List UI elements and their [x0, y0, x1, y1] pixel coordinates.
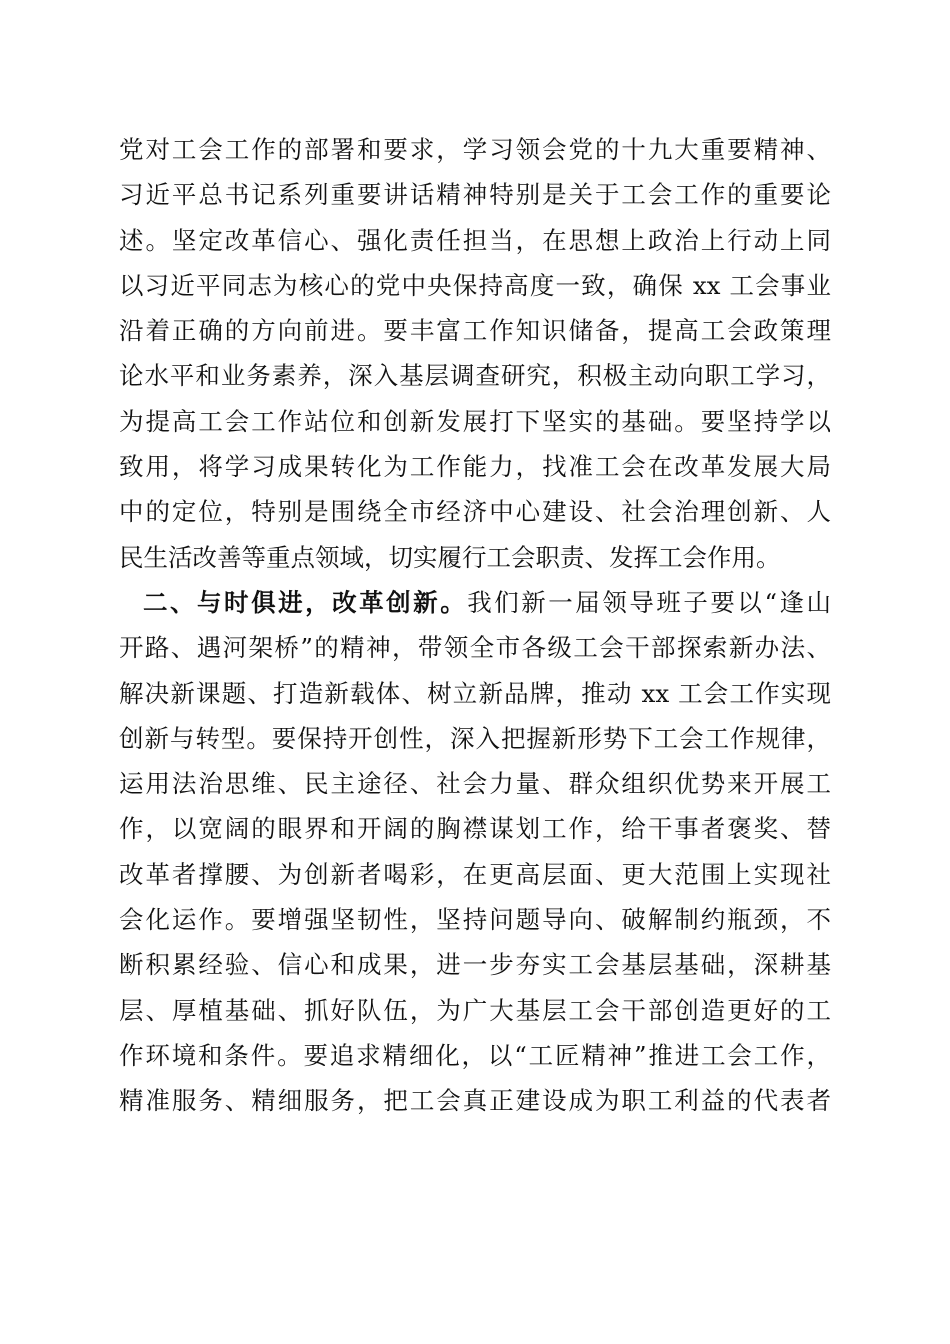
text-line: 致用，将学习成果转化为工作能力，找准工会在改革发展大局	[119, 452, 831, 482]
text-line: 党对工会工作的部署和要求，学习领会党的十九大重要精神、	[119, 135, 831, 164]
text-line: 习近平总书记系列重要讲话精神特别是关于工会工作的重要论	[119, 180, 831, 210]
text-line: 沿着正确的方向前进。要丰富工作知识储备，提高工会政策理	[119, 316, 831, 346]
text-line: 改革者撑腰、为创新者喝彩，在更高层面、更大范围上实现社	[119, 859, 831, 889]
section-heading: 二、与时俱进，改革创新。	[143, 587, 468, 617]
text-line: 作，以宽阔的眼界和开阔的胸襟谋划工作，给干事者褒奖、替	[119, 814, 831, 844]
text-line: 开路、遇河架桥”的精神，带领全市各级工会干部探索新办法、	[119, 633, 831, 663]
text-line: 中的定位，特别是围绕全市经济中心建设、社会治理创新、人	[119, 497, 831, 527]
text-line: 民生活改善等重点领域，切实履行工会职责、发挥工会作用。	[119, 542, 781, 572]
text-line: 述。坚定改革信心、强化责任担当，在思想上政治上行动上同	[119, 225, 831, 255]
text-line: 作环境和条件。要追求精细化，以“工匠精神”推进工会工作，	[119, 1040, 831, 1070]
text-line: 为提高工会工作站位和创新发展打下坚实的基础。要坚持学以	[119, 406, 831, 436]
text-line: 论水平和业务素养，深入基层调查研究，积极主动向职工学习，	[119, 361, 831, 391]
text-span: 我们新一届领导班子要以“逢山	[467, 587, 832, 617]
section-heading-line	[119, 580, 831, 625]
text-line: 断积累经验、信心和成果，进一步夯实工会基层基础，深耕基	[119, 950, 831, 980]
text-line: 精准服务、精细服务，把工会真正建设成为职工利益的代表者	[119, 1086, 831, 1116]
text-line: 会化运作。要增强坚韧性，坚持问题导向、破解制约瓶颈，不	[119, 905, 831, 935]
body-text	[119, 127, 831, 1124]
text-line: 运用法治思维、民主途径、社会力量、群众组织优势来开展工	[119, 769, 831, 799]
text-line: 以习近平同志为核心的党中央保持高度一致，确保 xx 工会事业	[119, 270, 831, 300]
text-line: 层、厚植基础、抓好队伍，为广大基层工会干部创造更好的工	[119, 995, 831, 1025]
text-line: 解决新课题、打造新载体、树立新品牌，推动 xx 工会工作实现	[119, 678, 831, 708]
text-line: 创新与转型。要保持开创性，深入把握新形势下工会工作规律，	[119, 723, 831, 753]
